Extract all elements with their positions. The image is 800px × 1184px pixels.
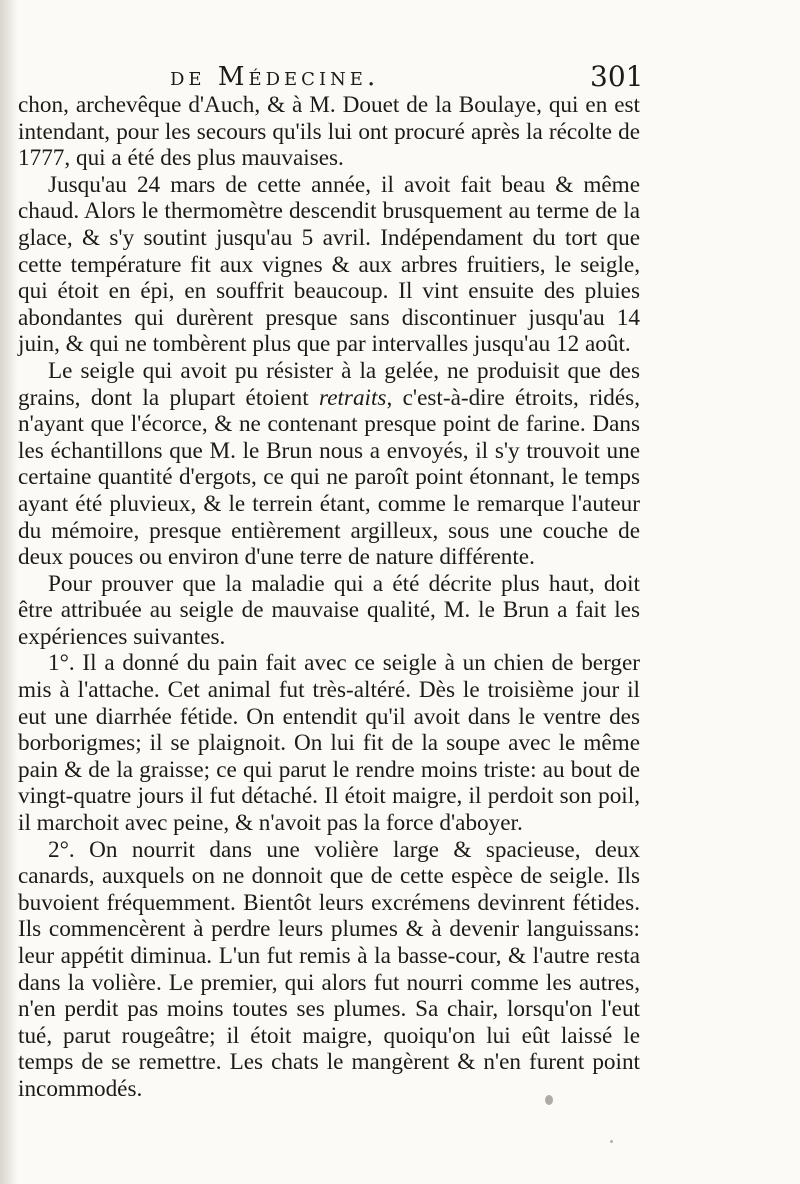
ink-spot	[545, 1095, 553, 1105]
paragraph-seigle-start: Le seigle qui avoit pu résister à la gelée, ne produisit que des grains, dont la plupart étoient	[18, 357, 640, 411]
paragraph-seigle-end: , c'est-à-dire étroits, ridés, n'ayant que l'écorce, & ne contenant presque point de farine. Dans les échantillons que M. le Brun nous a envoyés, il s'y trouvoit une certaine quantité d'ergots, ce qui ne paroît point étonnant, le temps ayant été pluvieux, & le terrein étant, comme le remarque l'auteur du mémoire, presque entièrement argilleux, sous une couche de deux pouces ou environ d'une terre de nature différente.	[18, 384, 640, 571]
paragraph-experiment-1: 1°. Il a donné du pain fait avec ce seigle à un chien de berger mis à l'attache. Cet animal fut très-altéré. Dès le troisième jour il eut une diarrhée fétide. On entendit qu'il avoit dans le ventre des borborigmes; il se plaignoit. On lui fit de la soupe avec le même pain & de la graisse; ce qui parut le rendre moins triste: au bout de vingt-quatre jours il fut détaché. Il étoit maigre, il perdoit son poil, il marchoit avec peine, & n'avoit pas la force d'aboyer.	[18, 650, 640, 837]
paragraph-experiment-2: 2°. On nourrit dans une volière large & spacieuse, deux canards, auxquels on ne donnoit que de cette espèce de seigle. Ils buvoient fréquemment. Bientôt leurs excrémens devinrent fétides. Ils commencèrent à perdre leurs plumes & à devenir languissans: leur appétit diminua. L'un fut remis à la basse-cour, & l'autre resta dans la volière. Le premier, qui alors fut nourri comme les autres, n'en perdit pas moins toutes ses plumes. Sa chair, lorsqu'on l'eut tué, parut rougeâtre; il étoit maigre, quoiqu'on lui eût laissé le temps de se remettre. Les chats le mangèrent & n'en furent point incommodés.	[18, 836, 640, 1102]
paragraph-proof: Pour prouver que la maladie qui a été décrite plus haut, doit être attribuée au seigle de mauvaise qualité, M. le Brun a fait les expériences suivantes.	[18, 570, 640, 650]
ink-dot	[610, 1140, 613, 1143]
paragraph-weather: Jusqu'au 24 mars de cette année, il avoit fait beau & même chaud. Alors le thermomètre descendit brusquement au terme de la glace, & s'y soutint jusqu'au 5 avril. Indépendament du tort que cette température fit aux vignes & aux arbres fruitiers, le seigle, qui étoit en épi, en souffrit beaucoup. Il vint ensuite des pluies abondantes qui durèrent presque sans discontinuer jusqu'au 14 juin, & qui ne tombèrent plus que par intervalles jusqu'au 12 août.	[18, 171, 640, 358]
running-title: de Médecine.	[170, 62, 380, 92]
paragraph-continuation: chon, archevêque d'Auch, & à M. Douet de la Boulaye, qui en est intendant, pour les secours qu'ils lui ont procuré après la récolte de 1777, qui a été des plus mauvaises.	[18, 92, 640, 172]
page-gutter-shadow	[0, 0, 18, 1184]
body-text	[18, 92, 640, 1103]
paragraph-seigle	[18, 358, 640, 571]
page-number: 301	[590, 60, 644, 93]
page-header	[150, 52, 650, 96]
italic-term: retraits	[319, 384, 387, 411]
